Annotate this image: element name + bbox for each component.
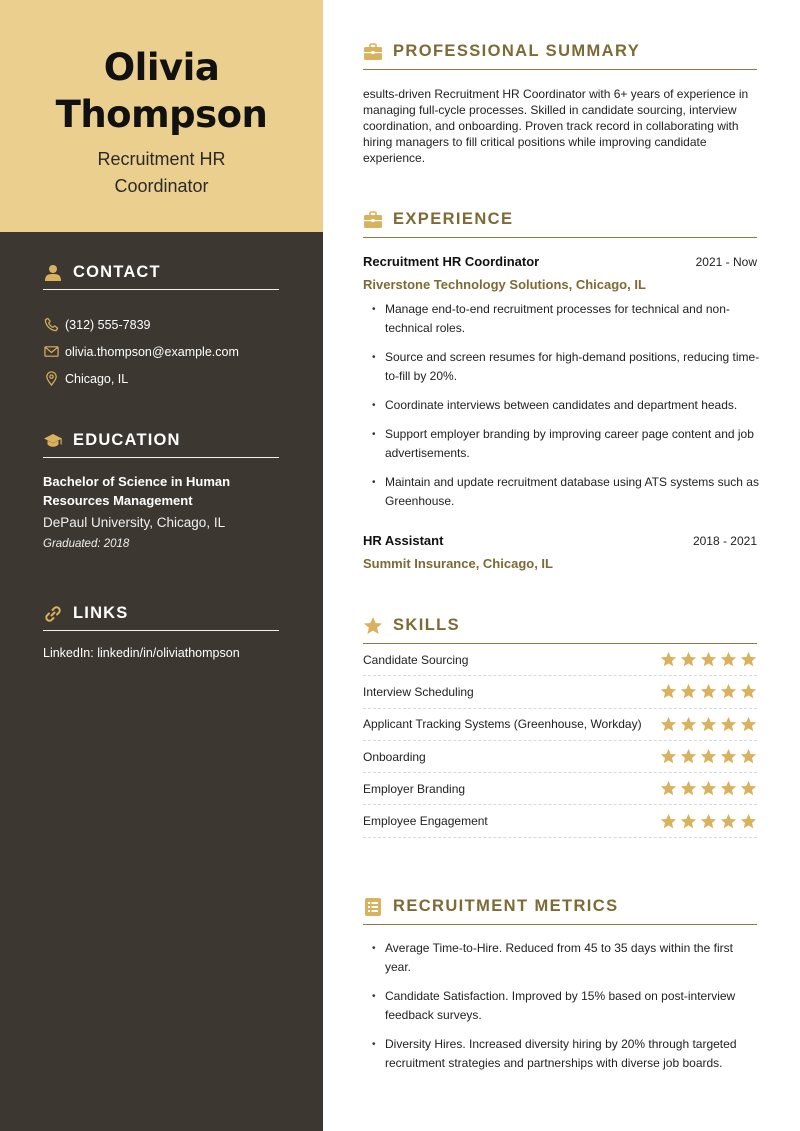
skills-heading: [363, 614, 757, 644]
job-company: Summit Insurance, Chicago, IL: [363, 556, 553, 571]
education-graduated: Graduated: 2018: [43, 538, 130, 550]
envelope-icon: [43, 344, 59, 360]
star-icon: [700, 813, 717, 830]
experience-heading: [363, 208, 757, 238]
star-icon: [660, 748, 677, 765]
skills-section: [363, 614, 757, 838]
star-icon: [680, 780, 697, 797]
star-icon: [363, 616, 383, 636]
user-icon: [43, 263, 63, 283]
skill-rating: [660, 716, 757, 733]
star-icon: [740, 651, 757, 668]
job-dates: 2021 - Now: [695, 255, 757, 269]
star-icon: [740, 748, 757, 765]
summary-heading-label: PROFESSIONAL SUMMARY: [393, 42, 641, 60]
skill-row: [363, 805, 757, 837]
star-icon: [680, 651, 697, 668]
contact-phone: [43, 311, 279, 338]
star-icon: [720, 651, 737, 668]
star-icon: [680, 716, 697, 733]
job-bullet: • Maintain and update recruitment database using ATS systems such as Greenhouse.: [363, 473, 773, 511]
links-heading-label: LINKS: [73, 604, 129, 622]
skill-rating: [660, 651, 757, 668]
star-icon: [680, 683, 697, 700]
summary-section: [363, 40, 757, 166]
skill-row: [363, 709, 757, 741]
experience-section: [363, 208, 760, 571]
briefcase-icon: [363, 42, 383, 62]
metric-item: • Candidate Satisfaction. Improved by 15% based on post-interview feedback surveys.: [363, 987, 757, 1025]
skill-row: [363, 644, 757, 676]
skill-name: Onboarding: [363, 749, 426, 764]
metrics-section: [363, 895, 757, 1083]
job-bullet: • Manage end-to-end recruitment processes for technical and non-technical roles.: [363, 300, 773, 338]
contact-heading-label: CONTACT: [73, 263, 161, 281]
skill-row: [363, 773, 757, 805]
star-icon: [660, 813, 677, 830]
phone-text: (312) 555-7839: [65, 317, 151, 332]
list-icon: [363, 897, 383, 917]
last-name: Thompson: [55, 93, 268, 136]
contact-heading: [43, 262, 279, 290]
star-icon: [700, 748, 717, 765]
sidebar: [0, 0, 323, 1131]
briefcase-icon: [363, 210, 383, 230]
star-icon: [740, 780, 757, 797]
star-icon: [700, 651, 717, 668]
metrics-heading: [363, 895, 757, 925]
skill-name: Applicant Tracking Systems (Greenhouse, Workday): [363, 717, 642, 732]
star-icon: [700, 780, 717, 797]
star-icon: [740, 716, 757, 733]
skills-heading-label: SKILLS: [393, 616, 461, 634]
candidate-name: [0, 44, 323, 138]
location-text: Chicago, IL: [65, 371, 129, 386]
education-school: DePaul University, Chicago, IL: [43, 515, 226, 530]
job-role: Recruitment HR Coordinator: [363, 254, 540, 269]
education-section: [43, 430, 279, 550]
graduation-cap-icon: [43, 431, 63, 451]
metrics-heading-label: RECRUITMENT METRICS: [393, 897, 619, 915]
star-icon: [680, 813, 697, 830]
summary-text: esults-driven Recruitment HR Coordinator with 6+ years of experience in managing full-cycle processes. Skilled in candidate sourcing, interview coordination, and onboarding. Proven track record in collaborating with hiring managers to fill critical positions while improving candidate experience.: [363, 87, 749, 165]
job-role: HR Assistant: [363, 533, 444, 548]
skill-name: Employer Branding: [363, 781, 466, 796]
first-name: Olivia: [103, 46, 220, 89]
star-icon: [660, 716, 677, 733]
email-text: olivia.thompson@example.com: [65, 344, 239, 359]
skill-name: Employee Engagement: [363, 814, 488, 829]
skill-row: [363, 741, 757, 773]
skill-rating: [660, 683, 757, 700]
star-icon: [700, 716, 717, 733]
education-degree: Bachelor of Science in Human Resources Management: [43, 474, 231, 508]
star-icon: [720, 813, 737, 830]
skill-name: Candidate Sourcing: [363, 652, 469, 667]
star-icon: [720, 683, 737, 700]
contact-section: [43, 262, 279, 392]
job-bullet: • Coordinate interviews between candidates and department heads.: [363, 396, 773, 415]
skill-rating: [660, 813, 757, 830]
contact-email: [43, 338, 279, 365]
links-heading: [43, 603, 279, 631]
job-entry: [363, 533, 757, 571]
education-heading-label: EDUCATION: [73, 431, 181, 449]
metrics-list: [363, 939, 757, 1073]
job-entry: [363, 254, 760, 511]
star-icon: [700, 683, 717, 700]
name-header: [0, 0, 323, 232]
skill-rating: [660, 780, 757, 797]
star-icon: [740, 683, 757, 700]
job-bullet: • Source and screen resumes for high-demand positions, reducing time-to-fill by 20%.: [363, 348, 773, 386]
candidate-title: Recruitment HR Coordinator: [97, 149, 226, 196]
linkedin-link[interactable]: LinkedIn: linkedin/in/oliviathompson: [43, 646, 240, 660]
skill-name: Interview Scheduling: [363, 684, 474, 699]
metric-item: • Average Time-to-Hire. Reduced from 45 to 35 days within the first year.: [363, 939, 757, 977]
education-heading: [43, 430, 279, 458]
job-bullets: [363, 300, 760, 511]
star-icon: [740, 813, 757, 830]
skill-rating: [660, 748, 757, 765]
summary-heading: [363, 40, 757, 70]
map-pin-icon: [43, 371, 59, 387]
contact-location: [43, 365, 279, 392]
star-icon: [720, 716, 737, 733]
phone-icon: [43, 317, 59, 333]
links-section: [43, 603, 279, 660]
star-icon: [660, 683, 677, 700]
star-icon: [660, 651, 677, 668]
experience-heading-label: EXPERIENCE: [393, 210, 514, 228]
star-icon: [680, 748, 697, 765]
star-icon: [720, 748, 737, 765]
star-icon: [720, 780, 737, 797]
skills-list: [363, 644, 757, 838]
metric-item: • Diversity Hires. Increased diversity hiring by 20% through targeted recruitment strategies and partnerships with diverse job boards.: [363, 1035, 757, 1073]
job-company: Riverstone Technology Solutions, Chicago, IL: [363, 277, 646, 292]
job-bullet: • Support employer branding by improving career page content and job advertisements.: [363, 425, 773, 463]
link-icon: [43, 604, 63, 624]
star-icon: [660, 780, 677, 797]
job-dates: 2018 - 2021: [692, 534, 757, 548]
skill-row: [363, 676, 757, 708]
